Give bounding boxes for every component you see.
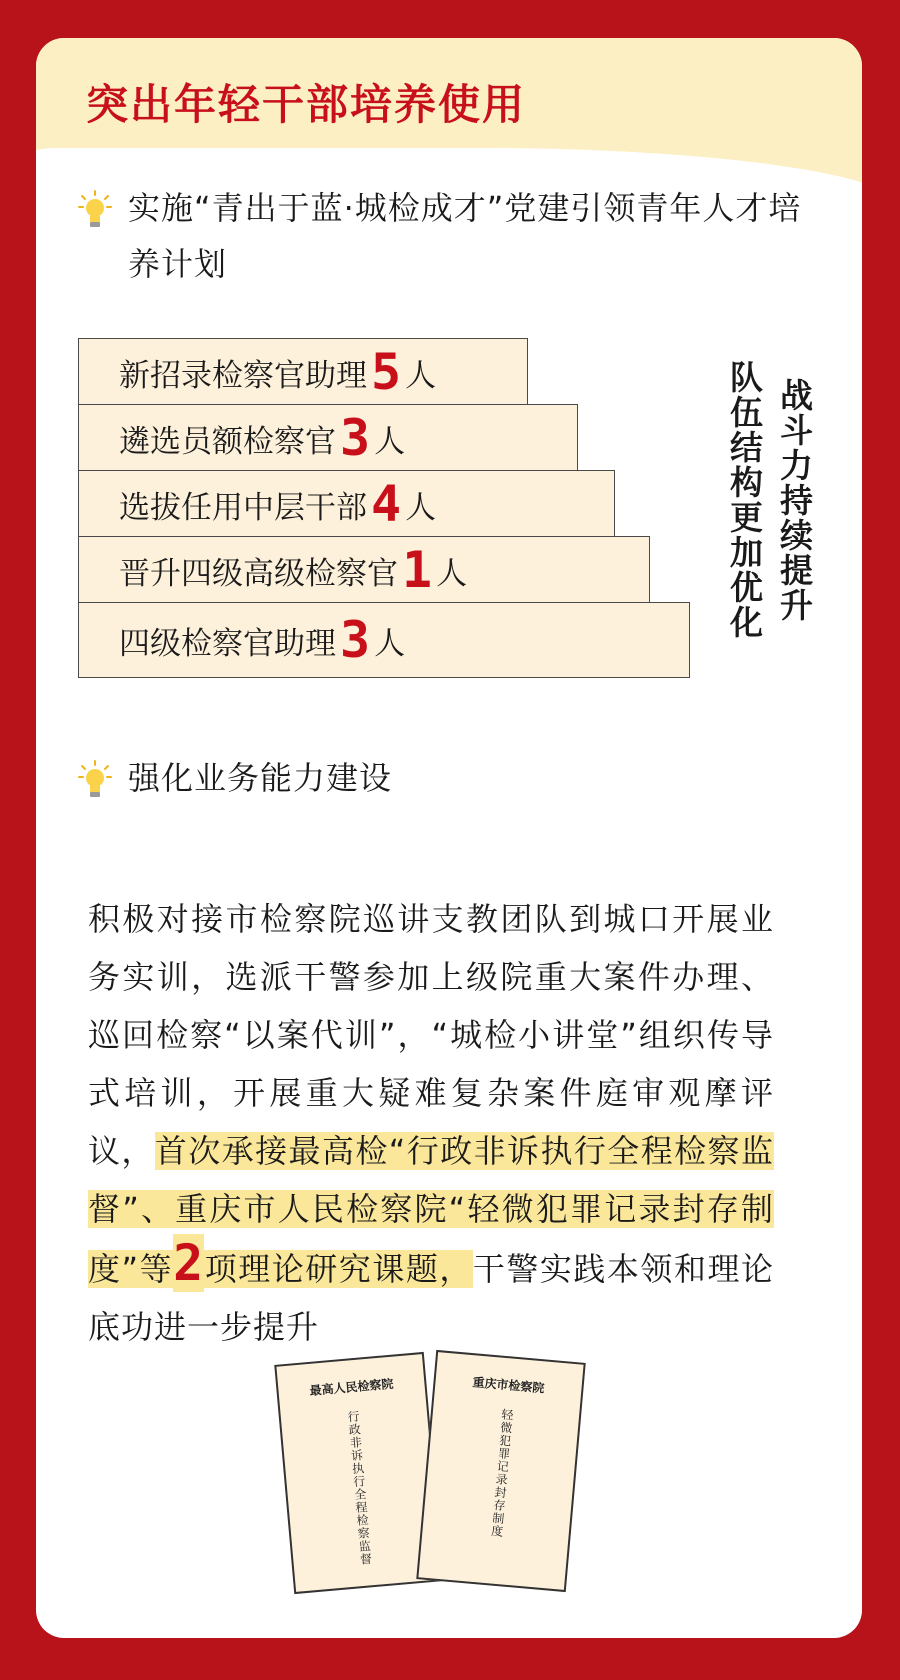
step-number: 5 bbox=[371, 343, 402, 401]
paragraph-plain: 积极对接市检察院巡讲支教团队到城口开展业务实训，选派干警参加上级院重大案件办理、巡回检察“以案代训”，“城检小讲堂”组织传导式培训，开展重大疑难复杂案件庭审观摩评议， bbox=[88, 900, 774, 1170]
step-label: 选拔任用中层干部 bbox=[119, 489, 367, 526]
step-4 bbox=[78, 536, 650, 604]
lightbulb-icon bbox=[78, 760, 112, 800]
document-card-cq bbox=[416, 1350, 585, 1592]
section1-title: 实施“青出于蓝·城检成才”党建引领青年人才培养计划 bbox=[128, 189, 802, 283]
section2-paragraph bbox=[88, 890, 774, 1356]
step-number: 1 bbox=[402, 541, 433, 599]
paragraph-tail: 干警实践本领和理论底功进一步提升 bbox=[88, 1250, 774, 1346]
side-caption-structure: 队伍结构更加优化 bbox=[725, 360, 764, 640]
paragraph-highlight: 首次承接最高检“行政非诉执行全程检察监督”、重庆市人民检察院“轻微犯罪记录封存制度”等 bbox=[88, 1132, 774, 1288]
step-unit: 人 bbox=[374, 625, 406, 662]
page-title: 突出年轻干部培养使用 bbox=[86, 80, 527, 129]
step-2 bbox=[78, 404, 578, 472]
step-number: 3 bbox=[340, 611, 371, 669]
step-unit: 人 bbox=[374, 423, 406, 460]
paragraph-highlight-end: 项理论研究课题， bbox=[204, 1250, 473, 1288]
step-unit: 人 bbox=[436, 555, 468, 592]
step-unit: 人 bbox=[405, 489, 437, 526]
content-card bbox=[36, 38, 862, 1638]
document-name: 轻微犯罪记录封存制度 bbox=[489, 1407, 515, 1539]
step-5 bbox=[78, 602, 690, 678]
document-org: 重庆市检察院 bbox=[472, 1375, 545, 1396]
step-unit: 人 bbox=[405, 357, 437, 394]
step-1 bbox=[78, 338, 528, 406]
side-caption-combat: 战斗力持续提升 bbox=[775, 378, 814, 623]
paragraph-highlight-number: 2 bbox=[173, 1234, 205, 1292]
step-number: 3 bbox=[340, 409, 371, 467]
step-label: 晋升四级高级检察官 bbox=[119, 555, 398, 592]
step-label: 新招录检察官助理 bbox=[119, 357, 367, 394]
step-label: 四级检察官助理 bbox=[119, 625, 336, 662]
step-3 bbox=[78, 470, 615, 538]
document-name: 行政非诉执行全程检察监督 bbox=[345, 1409, 374, 1567]
section2-title: 强化业务能力建设 bbox=[128, 759, 393, 797]
step-label: 遴选员额检察官 bbox=[119, 423, 336, 460]
document-org: 最高人民检察院 bbox=[309, 1376, 394, 1398]
lightbulb-icon bbox=[78, 190, 112, 230]
step-number: 4 bbox=[371, 475, 402, 533]
